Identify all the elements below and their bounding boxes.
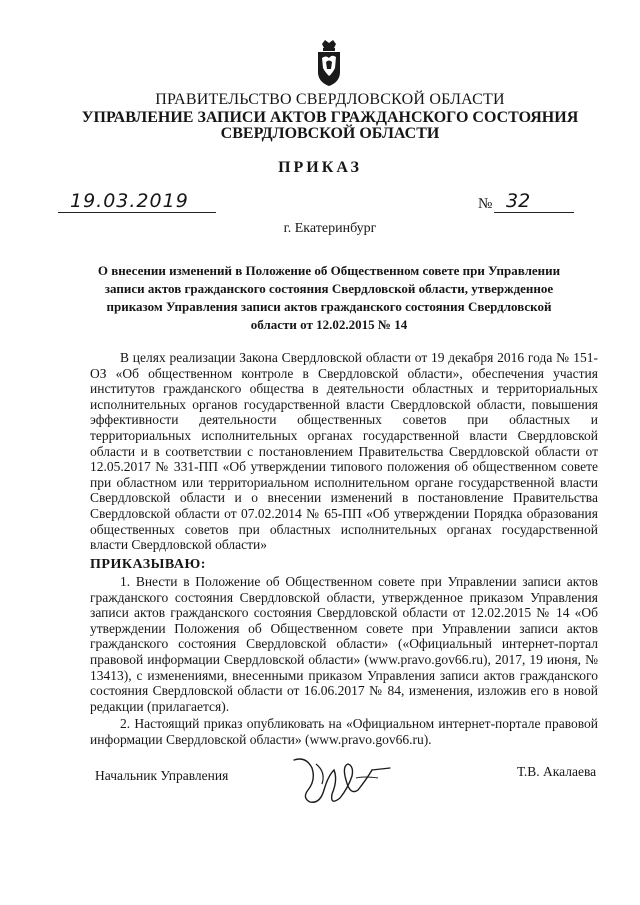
order-item-1: 1. Внести в Положение об Общественном совете при Управлении записи актов гражданского состояния Свердловской области, утвержденное приказом Управления записи актов гражданского состояния Свердловской области от 12.02.2015 № 14 «Об утверждении Положения об Общественном совете при Управлении записи актов гражданского состояния Свердловской области» («Официальный интернет-портал правовой информации Свердловской области» (www.pravo.gov66.ru), 2017, 19 июня, № 13413), с изменениями, внесенными приказом Управления записи актов гражданского состояния Свердловской области от 16.06.2017 № 84, изменения, изложив его в новой редакции (прилагается). [90,574,598,714]
header-department: УПРАВЛЕНИЕ ЗАПИСИ АКТОВ ГРАЖДАНСКОГО СОСТОЯНИЯ [81,109,579,126]
order-item-2: 2. Настоящий приказ опубликовать на «Официальном интернет-портале правовой информации Свердловской области» (www.pravo.gov66.ru). [90,716,598,747]
city: г. Екатеринбург [283,221,377,236]
orders-heading: ПРИКАЗЫВАЮ: [90,557,206,572]
document-date: 19.03.2019 [58,190,216,213]
preamble [90,350,598,553]
coat-of-arms-icon [314,38,344,88]
preamble-text: В целях реализации Закона Свердловской области от 19 декабря 2016 года № 151-ОЗ «Об общественном контроле в Свердловской области», обеспечения участия институтов гражданского общества в деятельности областных и территориальных исполнительных органов государственной власти Свердловской области, повышения эффективности деятельности общественных советов при областных и территориальных исполнительных органах государственной власти Свердловской области и в соответствии с постановлением Правительства Свердловской области от 12.05.2017 № 331-ПП «Об утверждении типового положения об общественном совете при областном или территориальном исполнительном органе государственной власти Свердловской области и о внесении изменений в постановление Правительства Свердловской области от 07.02.2014 № 65-ПП «Об утверждении Порядка образования общественных советов при областных исполнительных органах государственной власти Свердловской области» [90,350,598,553]
signatory-title: Начальник Управления [95,768,229,783]
document-subject: О внесении изменений в Положение об Общественном совете при Управлении записи актов гражданского состояния Свердловской области, утвержденное приказом Управления записи актов гражданского состояния Свердловской области от 12.02.2015 № 14 [97,263,561,332]
header-region: СВЕРДЛОВСКОЙ ОБЛАСТИ [220,125,440,142]
signatory-name: Т.В. Акалаева [517,764,597,779]
handwritten-signature [286,750,398,812]
number-label: № [478,196,493,212]
document-number: 32 [494,190,574,213]
header-government: ПРАВИТЕЛЬСТВО СВЕРДЛОВСКОЙ ОБЛАСТИ [155,91,505,108]
order-items [90,574,598,750]
document-type-title: ПРИКАЗ [278,159,362,176]
